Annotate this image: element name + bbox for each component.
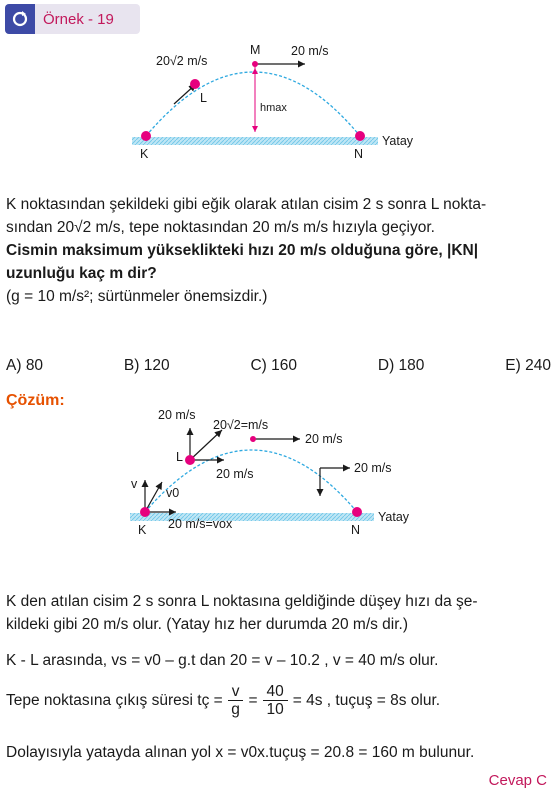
label-velocity-L: 20√2 m/s bbox=[156, 54, 208, 68]
label-N: N bbox=[354, 147, 364, 161]
point-K-2 bbox=[140, 507, 150, 517]
label-L: L bbox=[200, 91, 207, 105]
point-L-2 bbox=[185, 455, 195, 465]
label-vox: 20 m/s=vox bbox=[168, 517, 233, 531]
option-e[interactable]: E) 240 bbox=[505, 357, 551, 374]
label-velocity-M: 20 m/s bbox=[291, 44, 329, 58]
solution-paragraph-2: K - L arasında, vs = v0 – g.t dan 20 = v – 10.2 , v = 40 m/s olur. bbox=[6, 652, 439, 669]
fraction-v-g: $\frac{v}{g}$ bbox=[228, 683, 244, 718]
label-v-L: 20√2=m/s bbox=[213, 418, 269, 432]
option-a[interactable]: A) 80 bbox=[6, 357, 44, 374]
label-v0: v0 bbox=[166, 486, 180, 500]
label-K-2: K bbox=[138, 523, 147, 537]
point-N bbox=[355, 131, 365, 141]
fraction-40-10: $\frac{40}{10}$ bbox=[263, 683, 288, 718]
label-L-2: L bbox=[176, 450, 183, 464]
label-horizontal: Yatay bbox=[382, 134, 414, 148]
point-M bbox=[252, 61, 258, 67]
label-M: M bbox=[250, 43, 261, 57]
label-v-top: 20 m/s bbox=[305, 432, 343, 446]
ground bbox=[132, 137, 378, 145]
option-b[interactable]: B) 120 bbox=[123, 357, 170, 374]
projectile-diagram-1 bbox=[0, 36, 555, 166]
option-c[interactable]: C) 160 bbox=[250, 357, 298, 374]
label-v: v bbox=[131, 477, 138, 491]
trajectory bbox=[146, 72, 360, 136]
label-vx-L: 20 m/s bbox=[216, 467, 254, 481]
option-d[interactable]: D) 180 bbox=[377, 357, 425, 374]
label-hmax: hmax bbox=[260, 102, 287, 114]
v-arrow-L bbox=[190, 430, 222, 460]
solution-paragraph-1: K den atılan cisim 2 s sonra L noktasına geldiğinde düşey hızı da şe- kildeki gibi 20 m/s olur. (Yatay hız her durumda 20 m/s dir.) bbox=[6, 593, 478, 633]
ground-2 bbox=[130, 513, 374, 521]
point-top-2 bbox=[250, 436, 256, 442]
point-L bbox=[190, 79, 200, 89]
label-vy-L: 20 m/s bbox=[158, 408, 196, 422]
example-label: Örnek - 19 bbox=[43, 10, 114, 28]
answer-label: Cevap C bbox=[488, 772, 547, 789]
example-badge bbox=[5, 4, 140, 34]
label-horizontal-2: Yatay bbox=[378, 510, 410, 524]
solution-paragraph-3: Tepe noktasına çıkış süresi tç = $\frac{v}{g}$ = $\frac{40}{10}$ = 4s , tuçuş = 8s olur. bbox=[6, 683, 441, 718]
point-K bbox=[141, 131, 151, 141]
point-N-2 bbox=[352, 507, 362, 517]
solution-paragraph-4: Dolayısıyla yatayda alınan yol x = v0x.tuçuş = 20.8 = 160 m bulunur. bbox=[6, 744, 475, 761]
label-v-right: 20 m/s bbox=[354, 461, 392, 475]
label-N-2: N bbox=[351, 523, 361, 537]
question-text: K noktasından şekildeki gibi eğik olarak atılan cisim 2 s sonra L nokta- sından 20√2 m/s, tepe noktasından 20 m/s m/s hızıyla geçiyor. Cismin maksimum yükseklikteki hızı 20 m/s olduğuna göre, |KN| uzunluğu kaç m dir? (g = 10 m/s²; sürtünmeler önemsizdir.) bbox=[6, 196, 487, 305]
answer-options bbox=[6, 357, 551, 375]
refresh-icon bbox=[5, 4, 35, 34]
projectile-diagram-2 bbox=[0, 400, 555, 550]
solution-title: Çözüm: bbox=[6, 392, 65, 409]
label-K: K bbox=[140, 147, 149, 161]
